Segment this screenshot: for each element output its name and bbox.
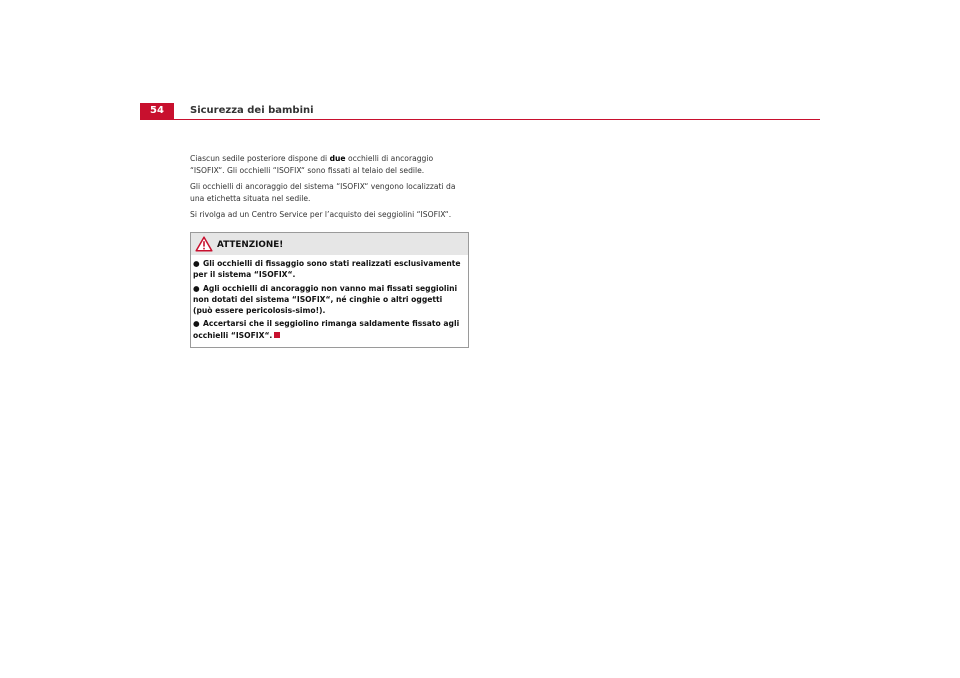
paragraph-isofix-count: [190, 153, 468, 176]
bullet-icon: ●: [193, 259, 200, 268]
page-number: 54: [140, 103, 174, 119]
emphasis-due: due: [329, 154, 346, 163]
warning-header: [191, 233, 468, 255]
header-divider: [140, 119, 820, 120]
paragraph-isofix-service: Si rivolga ad un Centro Service per l’acquisto dei seggiolini “ISOFIX“.: [190, 210, 452, 219]
warning-box: [190, 232, 469, 348]
end-of-section-icon: [274, 332, 280, 338]
warning-item-text: Gli occhielli di fissaggio sono stati realizzati esclusivamente per il sistema “ISOFIX“.: [193, 259, 461, 280]
body-text: [190, 153, 468, 226]
bullet-icon: ●: [193, 283, 200, 293]
bullet-icon: ●: [193, 319, 200, 329]
warning-item: [193, 258, 464, 281]
warning-item-text: Accertarsi che il seggiolino rimanga saldamente fissato agli occhielli “ISOFIX“.: [193, 319, 460, 340]
warning-item: [193, 283, 464, 317]
paragraph-isofix-label: Gli occhielli di ancoraggio del sistema “ISOFIX“ vengono localizzati da una etichetta situata nel sedile.: [190, 182, 456, 203]
warning-list: [191, 255, 468, 347]
section-title: Sicurezza dei bambini: [190, 105, 314, 116]
paragraph-text: Ciascun sedile posteriore dispone di: [190, 154, 330, 163]
warning-item-text: Agli occhielli di ancoraggio non vanno mai fissati seggiolini non dotati del sistema “ISOFIX“, né cinghie o altri oggetti (può essere pericolosis-simo!).: [193, 283, 458, 316]
paragraph-text: occhielli di ancoraggio “ISOFIX“. Gli occhielli “ISOFIX“ sono fissati al telaio del sedile.: [190, 154, 434, 175]
warning-title: ATTENZIONE!: [217, 240, 284, 250]
warning-triangle-icon: [195, 236, 213, 252]
warning-item: [193, 318, 464, 341]
